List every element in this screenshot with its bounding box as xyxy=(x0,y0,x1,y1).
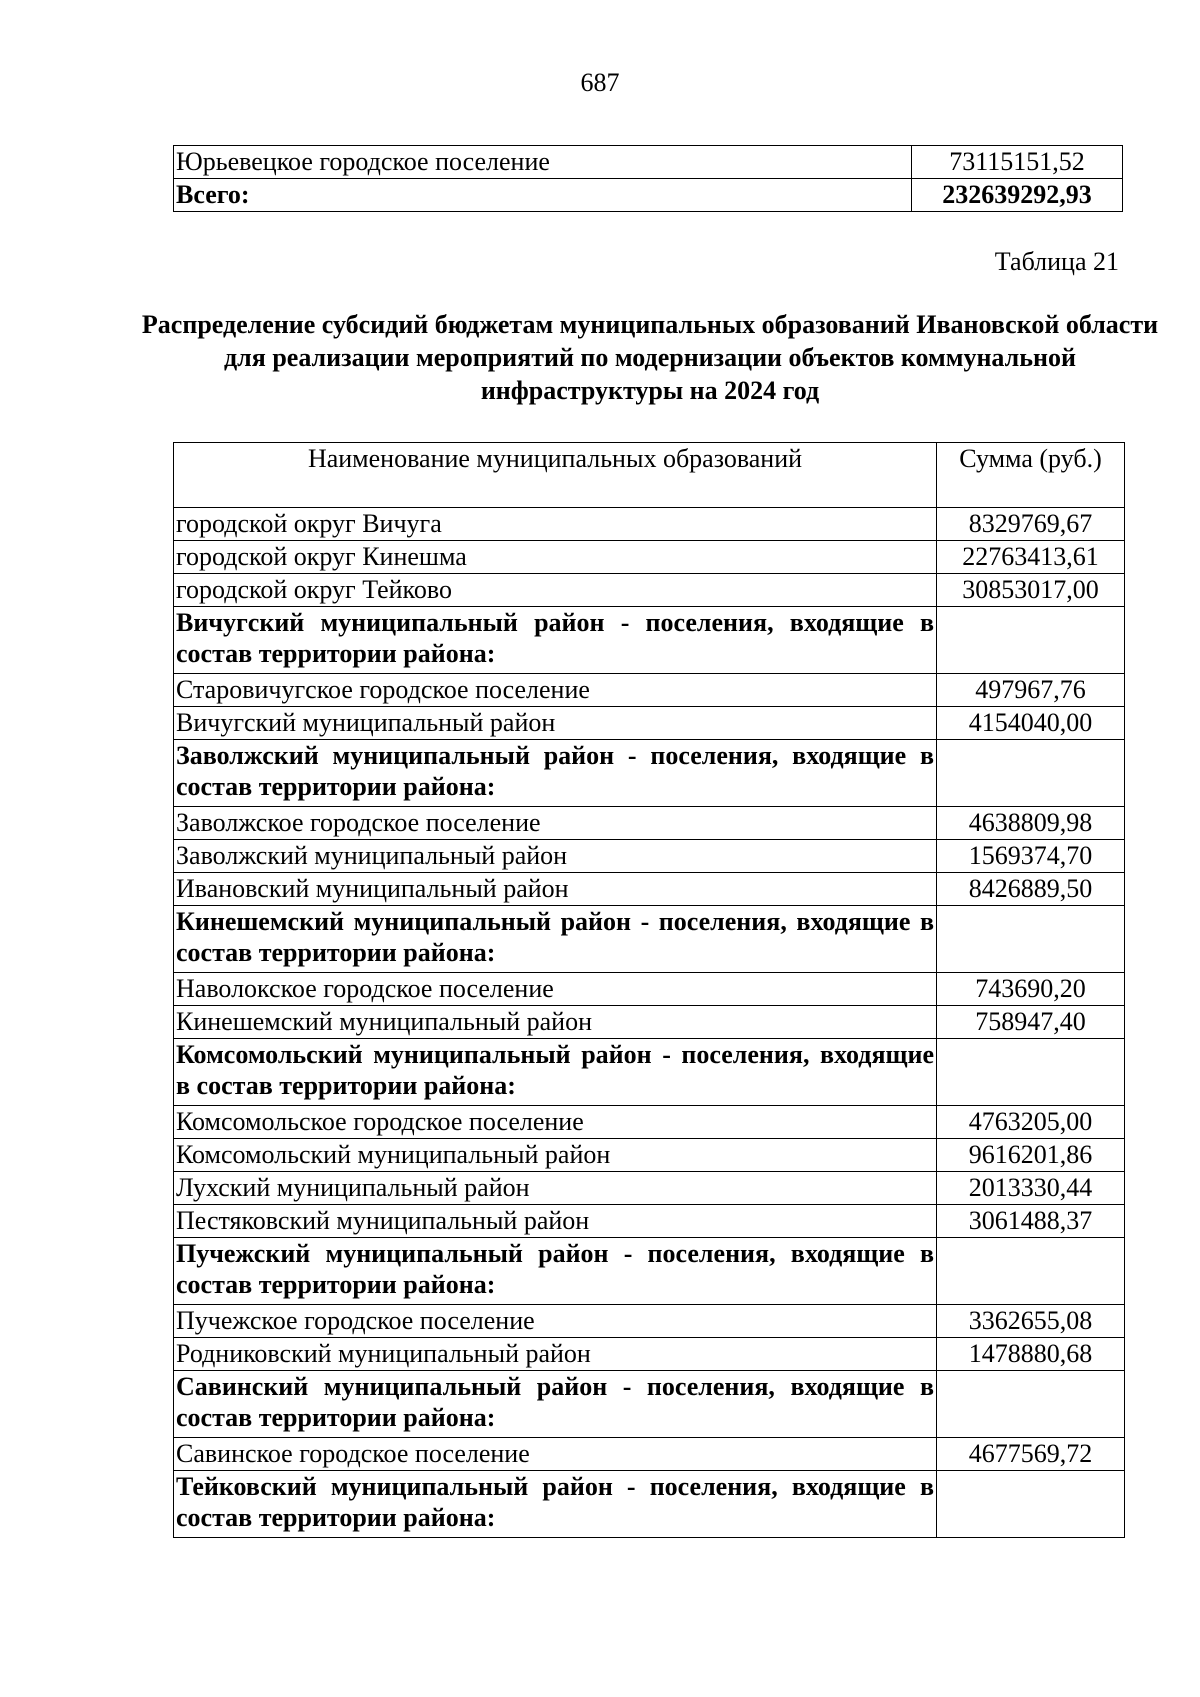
row-name: Родниковский муниципальный район xyxy=(174,1338,937,1371)
totals-table xyxy=(173,145,1123,212)
row-name: городской округ Кинешма xyxy=(174,541,937,574)
total-row xyxy=(174,179,1123,212)
row-name: городской округ Вичуга xyxy=(174,508,937,541)
row-sum: 1569374,70 xyxy=(937,840,1125,873)
row-sum xyxy=(937,1471,1125,1538)
group-header-row xyxy=(174,906,1125,973)
row-sum xyxy=(937,1371,1125,1438)
table-row xyxy=(174,973,1125,1006)
row-sum: 2013330,44 xyxy=(937,1172,1125,1205)
group-name: Тейковский муниципальный район - поселения, входящие в состав территории района: xyxy=(174,1471,937,1538)
row-sum: 9616201,86 xyxy=(937,1139,1125,1172)
row-sum xyxy=(937,1039,1125,1106)
group-name: Савинский муниципальный район - поселения, входящие в состав территории района: xyxy=(174,1371,937,1438)
group-header-row xyxy=(174,740,1125,807)
row-sum: 8329769,67 xyxy=(937,508,1125,541)
row-name: Заволжский муниципальный район xyxy=(174,840,937,873)
row-sum: 758947,40 xyxy=(937,1006,1125,1039)
total-sum: 232639292,93 xyxy=(912,179,1123,212)
table-row xyxy=(174,146,1123,179)
table-heading: Распределение субсидий бюджетам муниципальных образований Ивановской области для реализации мероприятий по модернизации объектов коммунальной инфраструктуры на 2024 год xyxy=(141,310,1159,405)
row-sum: 497967,76 xyxy=(937,674,1125,707)
group-name: Кинешемский муниципальный район - поселения, входящие в состав территории района: xyxy=(174,906,937,973)
row-sum: 30853017,00 xyxy=(937,574,1125,607)
group-header-row xyxy=(174,1039,1125,1106)
group-name: Заволжский муниципальный район - поселения, входящие в состав территории района: xyxy=(174,740,937,807)
row-name: Савинское городское поселение xyxy=(174,1438,937,1471)
group-name: Пучежский муниципальный район - поселения, входящие в состав территории района: xyxy=(174,1238,937,1305)
row-sum: 1478880,68 xyxy=(937,1338,1125,1371)
row-name: Юрьевецкое городское поселение xyxy=(174,146,912,179)
table-row xyxy=(174,707,1125,740)
row-sum: 3061488,37 xyxy=(937,1205,1125,1238)
group-header-row xyxy=(174,1371,1125,1438)
table-row xyxy=(174,541,1125,574)
table-row xyxy=(174,1139,1125,1172)
table-row xyxy=(174,508,1125,541)
table-row xyxy=(174,840,1125,873)
table-row xyxy=(174,1205,1125,1238)
table-row xyxy=(174,1438,1125,1471)
table-row xyxy=(174,574,1125,607)
row-sum: 4638809,98 xyxy=(937,807,1125,840)
column-header-sum: Сумма (руб.) xyxy=(937,443,1125,508)
group-header-row xyxy=(174,607,1125,674)
column-header-name: Наименование муниципальных образований xyxy=(174,443,937,508)
row-sum xyxy=(937,906,1125,973)
row-name: Наволокское городское поселение xyxy=(174,973,937,1006)
page-number: 687 xyxy=(580,68,620,97)
row-name: Ивановский муниципальный район xyxy=(174,873,937,906)
row-sum: 3362655,08 xyxy=(937,1305,1125,1338)
row-sum xyxy=(937,1238,1125,1305)
table-row xyxy=(174,807,1125,840)
row-name: Лухский муниципальный район xyxy=(174,1172,937,1205)
table-row xyxy=(174,1172,1125,1205)
table-row xyxy=(174,1305,1125,1338)
table-row xyxy=(174,674,1125,707)
table-label: Таблица 21 xyxy=(994,247,1119,276)
row-sum: 743690,20 xyxy=(937,973,1125,1006)
table-row xyxy=(174,1106,1125,1139)
group-header-row xyxy=(174,1238,1125,1305)
group-header-row xyxy=(174,1471,1125,1538)
row-sum: 22763413,61 xyxy=(937,541,1125,574)
row-name: Вичугский муниципальный район xyxy=(174,707,937,740)
row-sum: 73115151,52 xyxy=(912,146,1123,179)
row-name: Пестяковский муниципальный район xyxy=(174,1205,937,1238)
row-sum xyxy=(937,607,1125,674)
row-name: Комсомольское городское поселение xyxy=(174,1106,937,1139)
row-name: Старовичугское городское поселение xyxy=(174,674,937,707)
row-name: Комсомольский муниципальный район xyxy=(174,1139,937,1172)
row-sum: 4763205,00 xyxy=(937,1106,1125,1139)
subsidies-table xyxy=(173,442,1125,1538)
row-name: городской округ Тейково xyxy=(174,574,937,607)
row-sum xyxy=(937,740,1125,807)
row-name: Пучежское городское поселение xyxy=(174,1305,937,1338)
row-name: Кинешемский муниципальный район xyxy=(174,1006,937,1039)
row-name: Заволжское городское поселение xyxy=(174,807,937,840)
group-name: Комсомольский муниципальный район - поселения, входящие в состав территории района: xyxy=(174,1039,937,1106)
table-row xyxy=(174,1006,1125,1039)
table-row xyxy=(174,873,1125,906)
group-name: Вичугский муниципальный район - поселения, входящие в состав территории района: xyxy=(174,607,937,674)
row-sum: 4154040,00 xyxy=(937,707,1125,740)
total-label: Всего: xyxy=(174,179,912,212)
row-sum: 4677569,72 xyxy=(937,1438,1125,1471)
table-row xyxy=(174,1338,1125,1371)
table-header-row xyxy=(174,443,1125,508)
row-sum: 8426889,50 xyxy=(937,873,1125,906)
